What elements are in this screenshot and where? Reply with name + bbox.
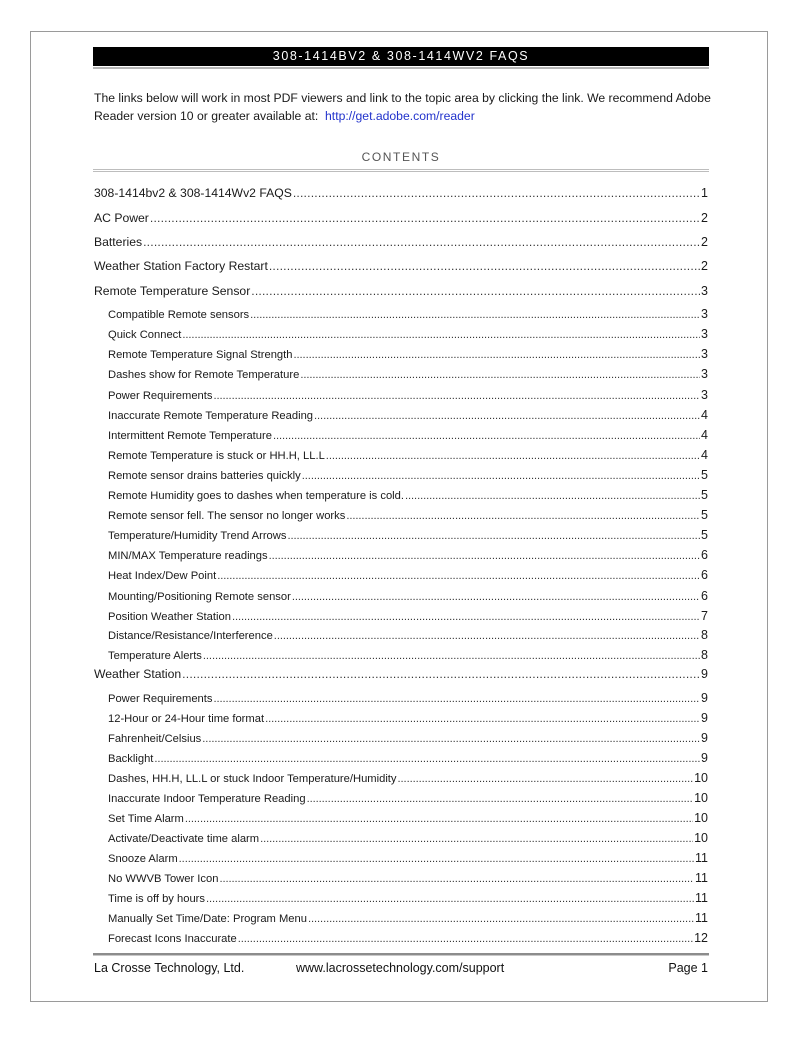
toc-entry-title: Weather Station xyxy=(94,667,182,681)
toc-entry[interactable] xyxy=(108,609,708,626)
toc-dot-leader xyxy=(213,693,700,705)
toc-entry-title: Manually Set Time/Date: Program Menu xyxy=(108,913,307,925)
toc-dot-leader xyxy=(302,470,700,482)
toc-entry-page: 2 xyxy=(701,259,708,273)
toc-entry-page: 5 xyxy=(701,468,708,482)
toc-dot-leader xyxy=(405,490,700,502)
toc-entry-title: Compatible Remote sensors xyxy=(108,309,250,321)
toc-dot-leader xyxy=(398,773,694,785)
toc-dot-leader xyxy=(293,186,700,200)
toc-entry-page: 4 xyxy=(701,428,708,442)
toc-entry-title: AC Power xyxy=(94,211,149,225)
toc-entry-page: 6 xyxy=(701,568,708,582)
toc-entry[interactable] xyxy=(108,408,708,425)
toc-entry-page: 10 xyxy=(694,811,708,825)
toc-dot-leader xyxy=(154,753,700,765)
toc-entry-title: Forecast Icons Inaccurate xyxy=(108,933,237,945)
toc-entry[interactable] xyxy=(108,367,708,384)
toc-entry[interactable] xyxy=(108,388,708,405)
toc-entry-page: 3 xyxy=(701,307,708,321)
toc-dot-leader xyxy=(269,550,700,562)
toc-entry-page: 9 xyxy=(701,731,708,745)
toc-entry-title: Batteries xyxy=(94,235,143,249)
toc-entry-page: 2 xyxy=(701,211,708,225)
toc-entry[interactable] xyxy=(108,628,708,645)
toc-dot-leader xyxy=(314,410,700,422)
toc-entry-title: Weather Station Factory Restart xyxy=(94,259,268,273)
toc-dot-leader xyxy=(274,630,700,642)
toc-entry-title: Remote Temperature Signal Strength xyxy=(108,349,293,361)
toc-entry-page: 9 xyxy=(701,667,708,681)
toc-entry-title: Mounting/Positioning Remote sensor xyxy=(108,591,291,603)
toc-entry[interactable] xyxy=(108,831,708,848)
toc-entry-title: Activate/Deactivate time alarm xyxy=(108,833,260,845)
toc-entry[interactable] xyxy=(94,235,708,252)
toc-entry[interactable] xyxy=(108,731,708,748)
toc-entry[interactable] xyxy=(94,259,708,276)
toc-dot-leader xyxy=(202,733,700,745)
toc-dot-leader xyxy=(203,650,700,662)
toc-entry[interactable] xyxy=(108,791,708,808)
toc-entry-page: 4 xyxy=(701,448,708,462)
toc-dot-leader xyxy=(217,570,700,582)
toc-entry[interactable] xyxy=(108,851,708,868)
toc-entry-page: 3 xyxy=(701,388,708,402)
toc-entry-page: 3 xyxy=(701,327,708,341)
toc-entry-page: 6 xyxy=(701,548,708,562)
title-divider xyxy=(93,67,709,69)
toc-entry-title: Power Requirements xyxy=(108,693,213,705)
toc-entry-page: 5 xyxy=(701,488,708,502)
toc-entry-page: 12 xyxy=(694,931,708,945)
toc-entry[interactable] xyxy=(108,428,708,445)
toc-entry-title: Remote Temperature Sensor xyxy=(94,284,251,298)
toc-entry-page: 9 xyxy=(701,711,708,725)
toc-dot-leader xyxy=(182,329,700,341)
toc-entry-title: Dashes, HH.H, LL.L or stuck Indoor Temperature/Humidity xyxy=(108,773,397,785)
toc-entry-title: Dashes show for Remote Temperature xyxy=(108,369,300,381)
toc-dot-leader xyxy=(182,667,700,681)
toc-entry-title: Intermittent Remote Temperature xyxy=(108,430,272,442)
toc-entry-title: Set Time Alarm xyxy=(108,813,184,825)
toc-entry[interactable] xyxy=(94,284,708,301)
toc-entry[interactable] xyxy=(108,891,708,908)
toc-entry[interactable] xyxy=(108,931,708,948)
toc-entry[interactable] xyxy=(108,771,708,788)
toc-entry[interactable] xyxy=(108,911,708,928)
contents-divider xyxy=(93,169,709,172)
toc-entry-page: 10 xyxy=(694,771,708,785)
footer-page-number: Page 1 xyxy=(668,961,708,975)
toc-entry-title: Inaccurate Indoor Temperature Reading xyxy=(108,793,306,805)
toc-dot-leader xyxy=(206,893,694,905)
toc-entry-page: 10 xyxy=(694,831,708,845)
toc-entry-title: Quick Connect xyxy=(108,329,182,341)
footer-divider xyxy=(93,953,709,956)
toc-entry-title: Remote Humidity goes to dashes when temperature is cold. xyxy=(108,490,404,502)
toc-entry-title: Heat Index/Dew Point xyxy=(108,570,217,582)
toc-dot-leader xyxy=(326,450,700,462)
toc-entry[interactable] xyxy=(108,568,708,585)
toc-entry-title: Fahrenheit/Celsius xyxy=(108,733,202,745)
toc-dot-leader xyxy=(219,873,694,885)
toc-entry[interactable] xyxy=(108,811,708,828)
toc-dot-leader xyxy=(294,349,701,361)
toc-entry-title: Backlight xyxy=(108,753,154,765)
toc-entry-title: 308-1414bv2 & 308-1414Wv2 FAQS xyxy=(94,186,292,200)
toc-dot-leader xyxy=(307,793,694,805)
toc-dot-leader xyxy=(346,510,700,522)
toc-dot-leader xyxy=(308,913,694,925)
toc-entry[interactable] xyxy=(108,751,708,768)
toc-entry-page: 8 xyxy=(701,628,708,642)
footer-company: La Crosse Technology, Ltd. xyxy=(94,961,245,975)
toc-entry-title: Remote sensor drains batteries quickly xyxy=(108,470,301,482)
toc-entry[interactable] xyxy=(108,508,708,525)
toc-entry-page: 9 xyxy=(701,691,708,705)
toc-entry-title: Power Requirements xyxy=(108,390,213,402)
toc-dot-leader xyxy=(150,211,700,225)
toc-dot-leader xyxy=(273,430,700,442)
toc-entry-title: Temperature Alerts xyxy=(108,650,202,662)
document-title: 308-1414BV2 & 308-1414WV2 FAQS xyxy=(93,47,709,66)
toc-entry[interactable] xyxy=(94,211,708,228)
toc-entry-title: Temperature/Humidity Trend Arrows xyxy=(108,530,287,542)
toc-entry[interactable] xyxy=(94,186,708,203)
toc-entry-page: 4 xyxy=(701,408,708,422)
toc-dot-leader xyxy=(238,933,693,945)
toc-dot-leader xyxy=(232,611,700,623)
toc-entry-page: 7 xyxy=(701,609,708,623)
toc-entry-page: 3 xyxy=(701,284,708,298)
adobe-reader-link[interactable]: http://get.adobe.com/reader xyxy=(325,109,475,123)
toc-entry-title: Distance/Resistance/Interference xyxy=(108,630,273,642)
toc-dot-leader xyxy=(292,591,700,603)
toc-entry-page: 5 xyxy=(701,528,708,542)
toc-entry-page: 9 xyxy=(701,751,708,765)
toc-entry-title: Remote sensor fell. The sensor no longer works xyxy=(108,510,346,522)
toc-entry-title: Position Weather Station xyxy=(108,611,231,623)
toc-dot-leader xyxy=(260,833,693,845)
toc-entry[interactable] xyxy=(108,871,708,888)
toc-entry-page: 10 xyxy=(694,791,708,805)
toc-entry[interactable] xyxy=(108,589,708,606)
toc-entry[interactable] xyxy=(108,448,708,465)
toc-dot-leader xyxy=(179,853,694,865)
toc-dot-leader xyxy=(251,284,700,298)
toc-entry-title: Remote Temperature is stuck or HH.H, LL.L xyxy=(108,450,325,462)
toc-entry-title: Snooze Alarm xyxy=(108,853,178,865)
toc-dot-leader xyxy=(269,259,700,273)
toc-dot-leader xyxy=(287,530,700,542)
contents-heading: CONTENTS xyxy=(361,150,441,164)
toc-entry-page: 3 xyxy=(701,347,708,361)
toc-entry[interactable] xyxy=(108,327,708,344)
footer-url: www.lacrossetechnology.com/support xyxy=(296,961,505,975)
toc-dot-leader xyxy=(143,235,700,249)
toc-entry-title: MIN/MAX Temperature readings xyxy=(108,550,268,562)
toc-entry[interactable] xyxy=(108,691,708,708)
toc-entry[interactable] xyxy=(108,528,708,545)
toc-entry-page: 2 xyxy=(701,235,708,249)
toc-dot-leader xyxy=(300,369,700,381)
toc-dot-leader xyxy=(185,813,693,825)
toc-entry-title: No WWVB Tower Icon xyxy=(108,873,219,885)
toc-entry[interactable] xyxy=(108,307,708,324)
toc-entry-title: 12-Hour or 24-Hour time format xyxy=(108,713,265,725)
toc-entry[interactable] xyxy=(108,347,708,364)
toc-entry-page: 11 xyxy=(695,891,708,905)
toc-entry[interactable] xyxy=(108,468,708,485)
toc-entry-page: 1 xyxy=(701,186,708,200)
toc-entry-page: 5 xyxy=(701,508,708,522)
toc-dot-leader xyxy=(213,390,700,402)
intro-text: The links below will work in most PDF viewers and link to the topic area by clicking the link. We recommend Adobe Reader version 10 or greater available at: xyxy=(94,91,711,123)
toc-entry[interactable] xyxy=(94,667,708,684)
toc-entry-page: 6 xyxy=(701,589,708,603)
intro-paragraph xyxy=(94,89,714,125)
toc-entry-page: 11 xyxy=(695,871,708,885)
toc-dot-leader xyxy=(250,309,700,321)
toc-entry-page: 11 xyxy=(695,911,708,925)
toc-entry[interactable] xyxy=(108,488,708,505)
toc-entry[interactable] xyxy=(108,648,708,665)
toc-entry-page: 3 xyxy=(701,367,708,381)
toc-entry[interactable] xyxy=(108,548,708,565)
toc-entry-page: 11 xyxy=(695,851,708,865)
toc-entry-title: Inaccurate Remote Temperature Reading xyxy=(108,410,314,422)
toc-dot-leader xyxy=(265,713,700,725)
toc-entry[interactable] xyxy=(108,711,708,728)
toc-entry-title: Time is off by hours xyxy=(108,893,205,905)
toc-entry-page: 8 xyxy=(701,648,708,662)
